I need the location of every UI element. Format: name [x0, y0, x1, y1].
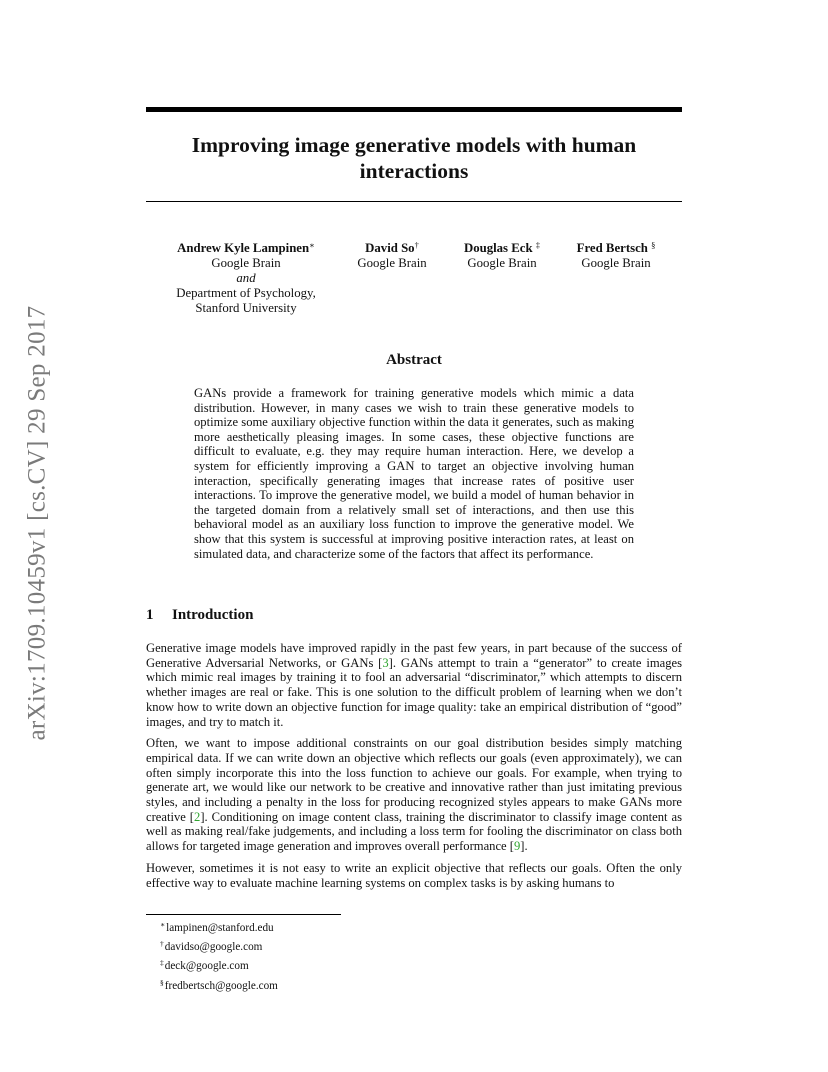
- footnote-email: davidso@google.com: [164, 941, 263, 954]
- author-footnote-mark: ‡: [535, 240, 541, 250]
- footnote: ‡deck@google.com: [160, 958, 249, 973]
- title-line-1: Improving image generative models with human: [191, 133, 637, 157]
- author-footnote-mark: ∗: [309, 240, 315, 250]
- title-top-rule: [146, 107, 682, 112]
- arxiv-identifier: arXiv:1709.10459v1 [cs.CV] 29 Sep 2017: [23, 305, 51, 741]
- footnote-email: deck@google.com: [164, 960, 249, 973]
- author-name: Andrew Kyle Lampinen: [177, 241, 310, 255]
- footnote: §fredbertsch@google.com: [160, 977, 278, 992]
- author-department: Department of Psychology,: [176, 286, 316, 300]
- introduction-body: [146, 641, 682, 897]
- author-affiliation: Google Brain: [211, 256, 281, 270]
- author-block: [146, 238, 682, 318]
- section-title: Introduction: [172, 607, 254, 623]
- author-bertsch: [572, 238, 660, 271]
- paragraph-3: However, sometimes it is not easy to write an explicit objective that reflects our goals. Often the only effective way to evaluate machine learning systems on complex tasks is by asking humans to: [146, 860, 682, 890]
- author-lampinen: [171, 238, 321, 316]
- paragraph-1: Generative image models have improved rapidly in the past few years, in part because of the success of Generative Adversarial Networks, or GANs [3]. GANs attempt to train a “generator” to create images which mimic real images by training it to fool an adversarial “discriminator,” which attempts to discern whether images are real or fake. This is one solution to the difficult problem of learning when we don’t know how to write down an objective function for image quality: take an empirical distribution of “good” images, and try to match it.: [146, 641, 683, 729]
- author-footnote-mark: §: [651, 240, 656, 250]
- title-bottom-rule: [146, 201, 682, 202]
- citation-link[interactable]: 2: [194, 809, 201, 824]
- paragraph-2: Often, we want to impose additional constraints on our goal distribution besides simply matching empirical data. If we can write down an objective which reflects our goals (even approximately), we can often simply incorporate this into the loss function to achieve our goals. For example, when trying to generate art, we would like our network to be creative and innovative rather than just imitating previous styles, and including a penalty in the loss for producing recognized styles appears to make GANs more creative [2]. Conditioning on image content class, training the discriminator to classify image content as well as making real/fake judgements, and including a loss term for fooling the discriminator on class both allows for targeted image generation and improves overall performance [9].: [146, 736, 682, 854]
- author-name: Fred Bertsch: [576, 241, 648, 255]
- author-affiliation: Google Brain: [581, 256, 651, 270]
- citation-link[interactable]: 3: [382, 655, 389, 670]
- author-university: Stanford University: [195, 301, 297, 315]
- section-number: 1: [146, 607, 154, 623]
- footnote: ∗lampinen@stanford.edu: [160, 920, 274, 934]
- author-name: Douglas Eck: [463, 241, 533, 255]
- author-footnote-mark: †: [414, 240, 419, 250]
- section-heading: [146, 607, 253, 624]
- abstract-text: GANs provide a framework for training generative models which mimic a data distribution. However, in many cases we wish to train these generative models to optimize some auxiliary objective function within the data it generates, such as making more aesthetically pleasing images. In some cases, these objective functions are difficult to evaluate, e.g. they may require human interaction. Here, we develop a system for efficiently improving a GAN to target an objective involving human interaction, specifically generating images that increase rates of positive user interactions. To improve the generative model, we build a model of human behavior in the targeted domain from a relatively small set of interactions, and then use this behavioral model as an auxiliary loss function to improve the generative model. We show that this system is successful at improving positive interaction rates, at least on simulated data, and characterize some of the factors that affect its performance.: [194, 386, 634, 561]
- footnotes: [160, 917, 278, 994]
- footnote-email: fredbertsch@google.com: [164, 979, 278, 992]
- citation-link[interactable]: 9: [514, 839, 521, 854]
- author-eck: [460, 238, 544, 271]
- author-so: [352, 238, 432, 271]
- author-affiliation: Google Brain: [467, 256, 537, 270]
- footnote: †davidso@google.com: [160, 939, 263, 954]
- title-line-2: interactions: [359, 159, 469, 183]
- footnote-email: lampinen@stanford.edu: [166, 922, 274, 934]
- footnote-rule: [146, 914, 341, 915]
- author-and: and: [236, 271, 256, 285]
- abstract-heading: Abstract: [386, 352, 442, 368]
- author-affiliation: Google Brain: [357, 256, 427, 270]
- paper-title: [146, 132, 682, 184]
- author-name: David So: [365, 241, 415, 255]
